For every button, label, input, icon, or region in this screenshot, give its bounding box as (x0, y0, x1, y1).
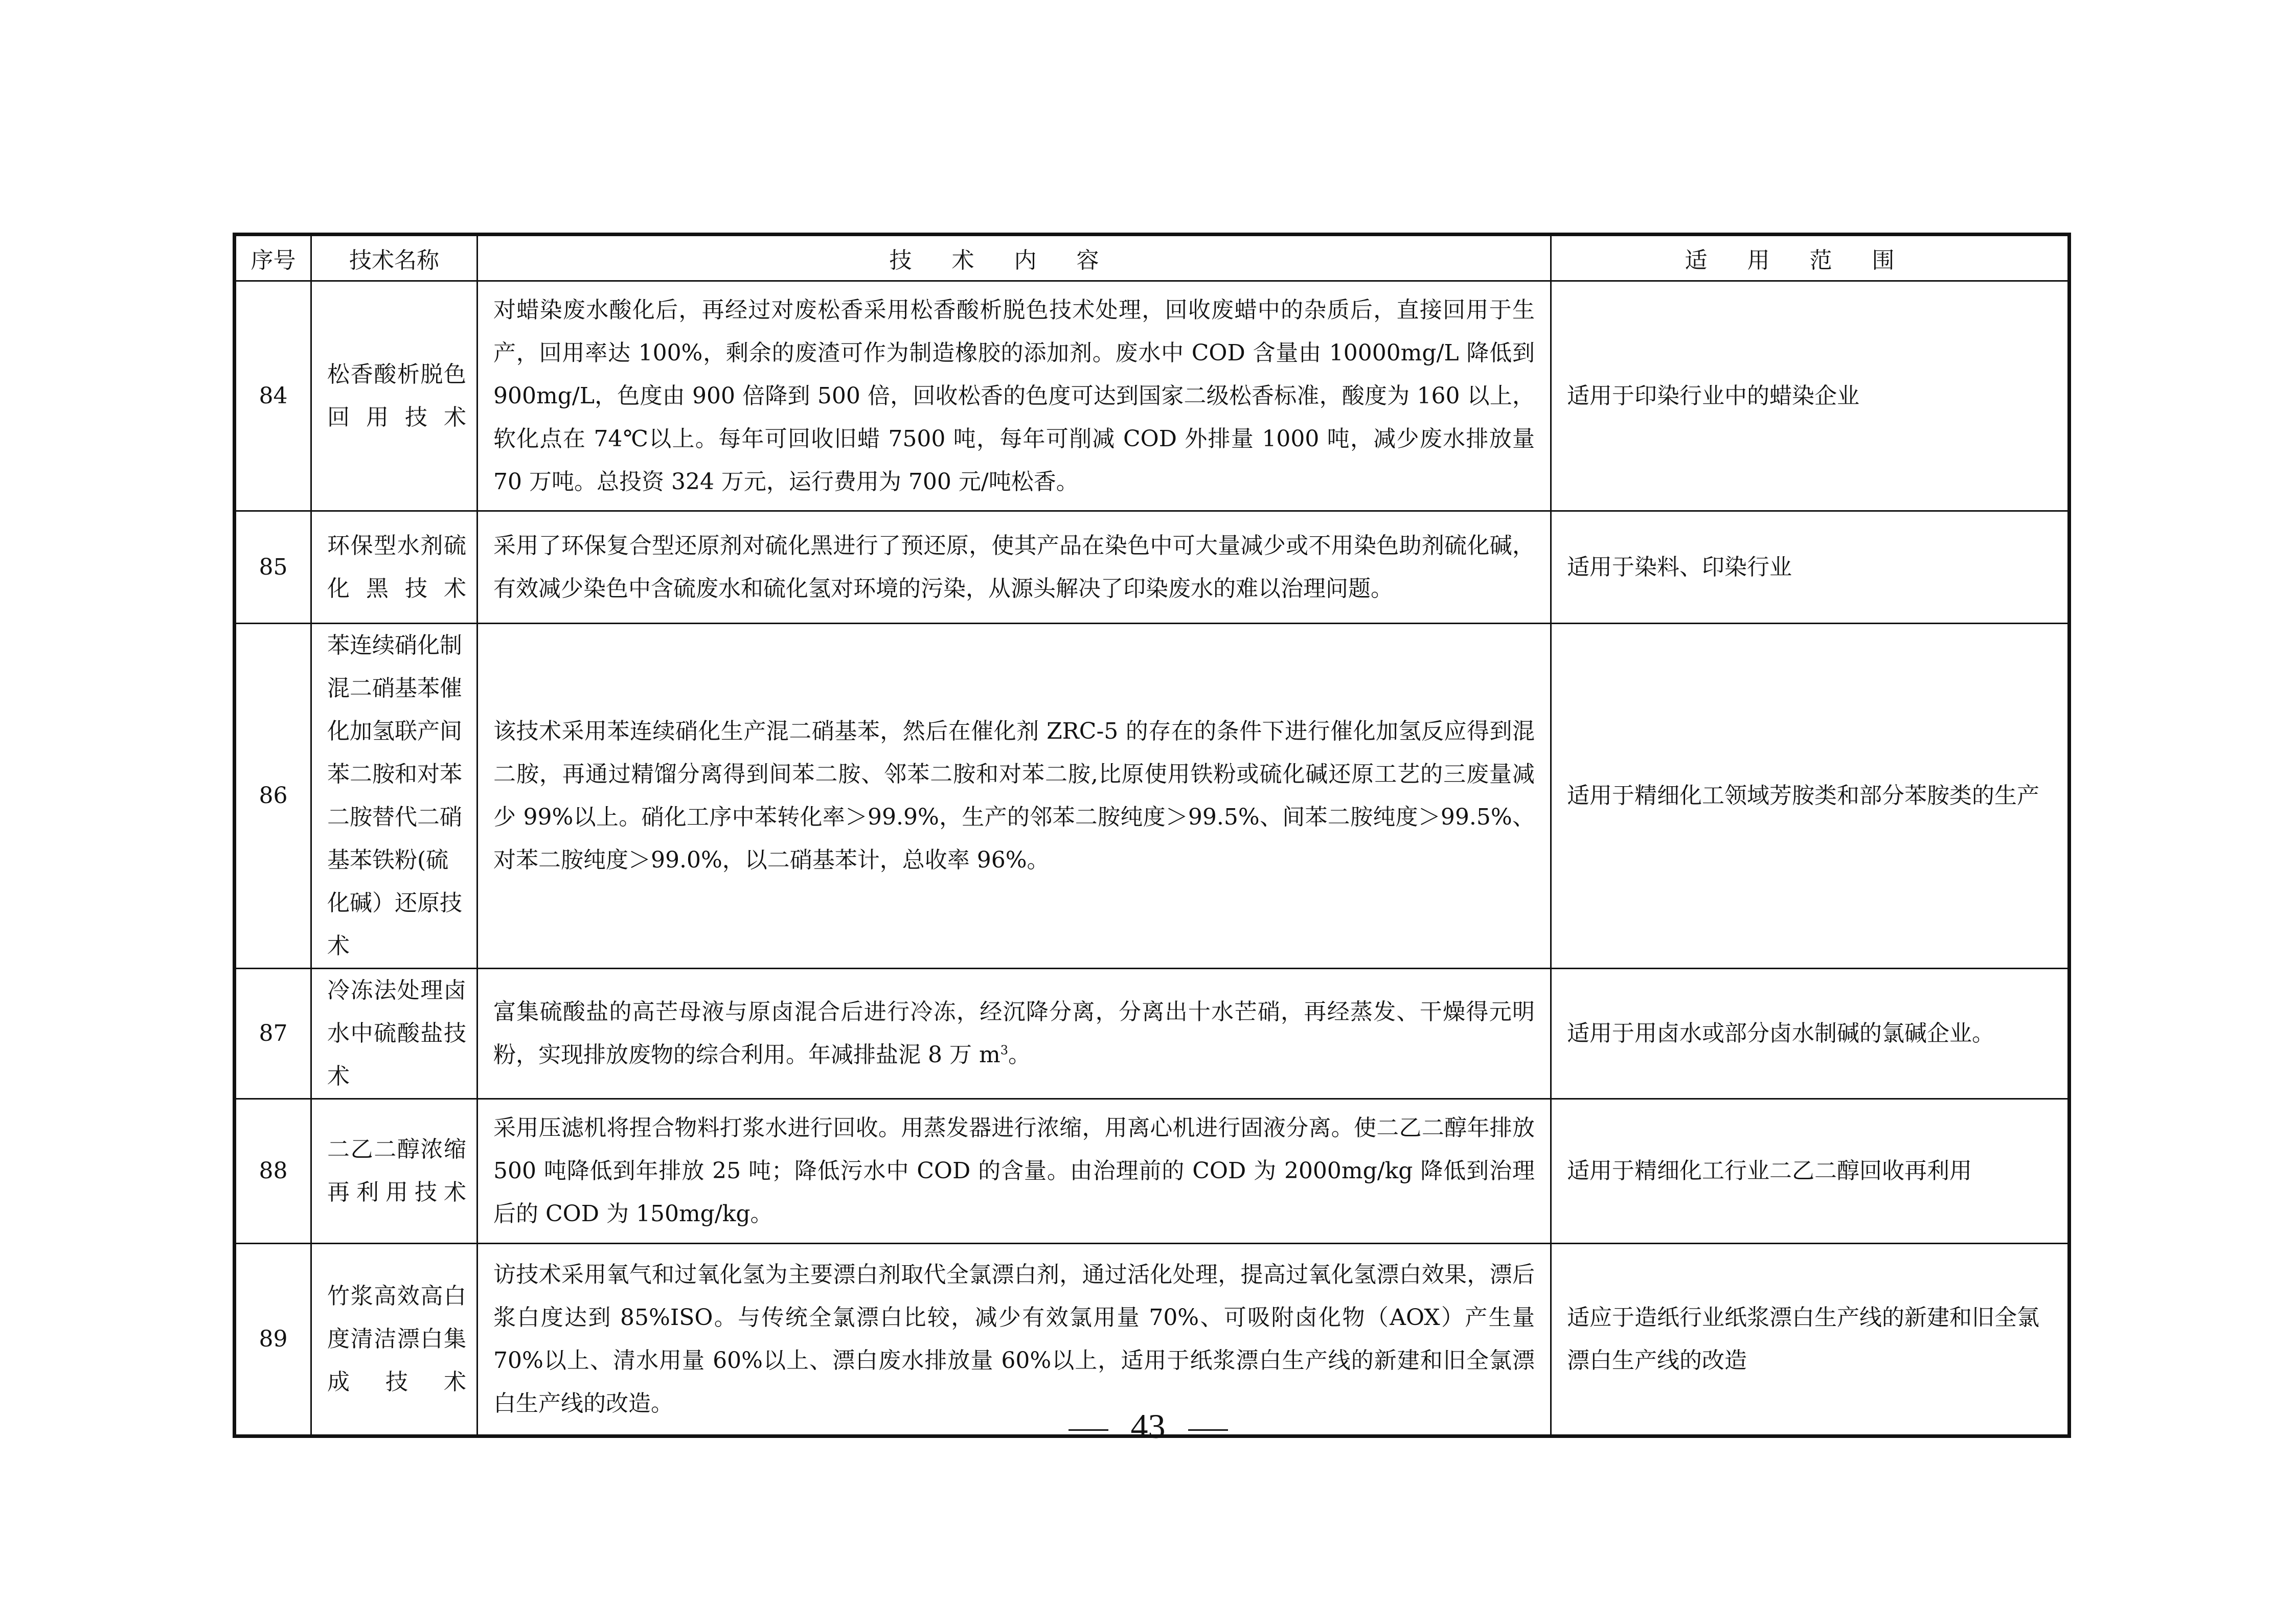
row-technology-content: 访技术采用氧气和过氧化氢为主要漂白剂取代全氯漂白剂，通过活化处理，提高过氧化氢漂白效果，漂后浆白度达到 85%ISO。与传统全氯漂白比较，减少有效氯用量 70%、可吸附卤化物（AOX）产生量 70%以上、清水用量 60%以上、漂白废水排放量 60%以上，适用于纸浆漂白生产线的新建和旧全氯漂白生产线的改造。 (478, 1244, 1551, 1436)
row-application-scope: 适用于精细化工领域芳胺类和部分苯胺类的生产 (1551, 624, 2070, 969)
row-serial-number: 89 (235, 1244, 311, 1436)
header-technology-name: 技术名称 (311, 235, 478, 281)
row-technology-name: 冷冻法处理卤水中硫酸盐技术 (311, 969, 478, 1099)
table-row (235, 1099, 2070, 1244)
row-technology-name: 松香酸析脱色回用技术 (311, 281, 478, 511)
row-serial-number: 84 (235, 281, 311, 511)
row-application-scope: 适应于造纸行业纸浆漂白生产线的新建和旧全氯漂白生产线的改造 (1551, 1244, 2070, 1436)
row-technology-name: 苯连续硝化制混二硝基苯催化加氢联产间苯二胺和对苯二胺替代二硝基苯铁粉(硫化碱）还原技术 (311, 624, 478, 969)
table-row (235, 281, 2070, 511)
row-application-scope: 适用于染料、印染行业 (1551, 511, 2070, 624)
row-technology-content: 采用了环保复合型还原剂对硫化黑进行了预还原，使其产品在染色中可大量减少或不用染色助剂硫化碱，有效减少染色中含硫废水和硫化氢对环境的污染，从源头解决了印染废水的难以治理问题。 (478, 511, 1551, 624)
table-row (235, 511, 2070, 624)
table-header-row (235, 235, 2070, 281)
row-serial-number: 87 (235, 969, 311, 1099)
superscript-three: 3 (1000, 1043, 1008, 1058)
table-row (235, 624, 2070, 969)
row-technology-name: 环保型水剂硫化黑技术 (311, 511, 478, 624)
page-footer (0, 1403, 2296, 1449)
row-serial-number: 85 (235, 511, 311, 624)
technology-table (233, 233, 2071, 1438)
row-technology-name: 二乙二醇浓缩再利用技术 (311, 1099, 478, 1244)
content-text-end: 。 (1008, 1042, 1031, 1068)
left-dash (1069, 1429, 1108, 1431)
header-technology-content: 技术内容 (478, 235, 1551, 281)
row-technology-content (478, 969, 1551, 1099)
row-technology-content: 该技术采用苯连续硝化生产混二硝基苯，然后在催化剂 ZRC-5 的存在的条件下进行催化加氢反应得到混二胺，再通过精馏分离得到间苯二胺、邻苯二胺和对苯二胺,比原使用铁粉或硫化碱还原工艺的三废量减少 99%以上。硝化工序中苯转化率＞99.9%，生产的邻苯二胺纯度＞99.5%、间苯二胺纯度＞99.5%、对苯二胺纯度＞99.0%，以二硝基苯计，总收率 96%。 (478, 624, 1551, 969)
row-serial-number: 86 (235, 624, 311, 969)
row-application-scope: 适用于精细化工行业二乙二醇回收再利用 (1551, 1099, 2070, 1244)
right-dash (1188, 1429, 1228, 1431)
row-technology-content: 对蜡染废水酸化后，再经过对废松香采用松香酸析脱色技术处理，回收废蜡中的杂质后，直接回用于生产，回用率达 100%，剩余的废渣可作为制造橡胶的添加剂。废水中 COD 含量由 10000mg/L 降低到 900mg/L，色度由 900 倍降到 500 倍，回收松香的色度可达到国家二级松香标准，酸度为 160 以上，软化点在 74℃以上。每年可回收旧蜡 7500 吨，每年可削减 COD 外排量 1000 吨，减少废水排放量 70 万吨。总投资 324 万元，运行费用为 700 元/吨松香。 (478, 281, 1551, 511)
row-technology-content: 采用压滤机将捏合物料打浆水进行回收。用蒸发器进行浓缩，用离心机进行固液分离。使二乙二醇年排放 500 吨降低到年排放 25 吨；降低污水中 COD 的含量。由治理前的 COD 为 2000mg/kg 降低到治理后的 COD 为 150mg/kg。 (478, 1099, 1551, 1244)
row-serial-number: 88 (235, 1099, 311, 1244)
row-technology-name: 竹浆高效高白度清洁漂白集成技术 (311, 1244, 478, 1436)
page-number: 43 (1130, 1407, 1166, 1446)
row-application-scope: 适用于用卤水或部分卤水制碱的氯碱企业。 (1551, 969, 2070, 1099)
header-serial-number: 序号 (235, 235, 311, 281)
table-row (235, 969, 2070, 1099)
content-text: 富集硫酸盐的高芒母液与原卤混合后进行冷冻，经沉降分离，分离出十水芒硝，再经蒸发、干燥得元明粉，实现排放废物的综合利用。年减排盐泥 8 万 m (493, 999, 1535, 1068)
row-application-scope: 适用于印染行业中的蜡染企业 (1551, 281, 2070, 511)
header-application-scope: 适用范围 (1551, 235, 2070, 281)
